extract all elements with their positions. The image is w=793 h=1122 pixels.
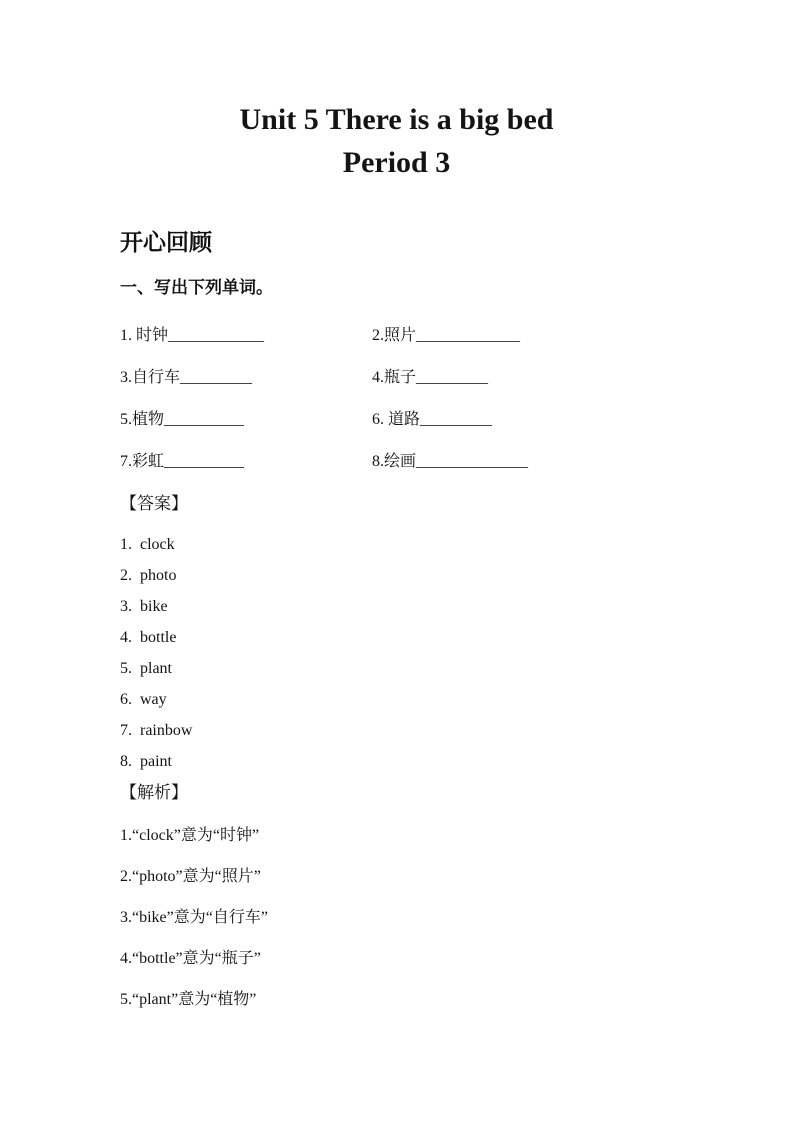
analysis-item: 3.“bike”意为“自行车” — [120, 909, 268, 926]
fill-in-blank: _________ — [416, 369, 489, 386]
analysis-item: 5.“plant”意为“植物” — [120, 991, 257, 1008]
word-list — [120, 325, 693, 473]
analysis-list — [120, 825, 693, 1011]
page-title: Unit 5 There is a big bed — [239, 103, 554, 136]
period-subtitle: Period 3 — [342, 146, 451, 179]
word-item-label: 1. 时钟 — [120, 327, 169, 344]
analysis-heading: 【解析】 — [120, 783, 188, 802]
answers-heading: 【答案】 — [120, 494, 188, 513]
fill-in-blank: ____________ — [168, 327, 265, 344]
word-item — [372, 451, 693, 473]
section-heading: 开心回顾 — [120, 229, 212, 255]
answer-item: 2. photo — [120, 567, 177, 584]
answer-item: 4. bottle — [120, 629, 177, 646]
fill-in-blank: __________ — [164, 411, 245, 428]
exercise-instruction: 一、写出下列单词。 — [120, 278, 273, 297]
word-item-label: 4.瓶子 — [372, 369, 417, 386]
fill-in-blank: _________ — [180, 369, 253, 386]
analysis-item: 1.“clock”意为“时钟” — [120, 827, 260, 844]
word-item-label: 2.照片 — [372, 327, 417, 344]
word-item — [120, 409, 372, 431]
word-item — [120, 451, 372, 473]
word-item — [372, 409, 693, 431]
fill-in-blank: __________ — [164, 453, 245, 470]
answer-item: 7. rainbow — [120, 722, 193, 739]
fill-in-blank: _________ — [420, 411, 493, 428]
word-item — [372, 325, 693, 347]
word-item-label: 8.绘画 — [372, 453, 417, 470]
word-item-label: 3.自行车 — [120, 369, 181, 386]
answer-item: 6. way — [120, 691, 167, 708]
document-body — [0, 228, 793, 1011]
analysis-item: 2.“photo”意为“照片” — [120, 868, 261, 885]
answer-item: 5. plant — [120, 660, 172, 677]
word-item — [372, 367, 693, 389]
word-item — [120, 325, 372, 347]
answer-item: 3. bike — [120, 598, 168, 615]
word-item — [120, 367, 372, 389]
document-header — [0, 0, 793, 184]
word-item-label: 7.彩虹 — [120, 453, 165, 470]
analysis-item: 4.“bottle”意为“瓶子” — [120, 950, 261, 967]
fill-in-blank: ______________ — [416, 453, 529, 470]
word-item-label: 5.植物 — [120, 411, 165, 428]
answers-list — [120, 534, 693, 773]
fill-in-blank: _____________ — [416, 327, 521, 344]
word-item-label: 6. 道路 — [372, 411, 421, 428]
answer-item: 1. clock — [120, 536, 175, 553]
answer-item: 8. paint — [120, 753, 172, 770]
